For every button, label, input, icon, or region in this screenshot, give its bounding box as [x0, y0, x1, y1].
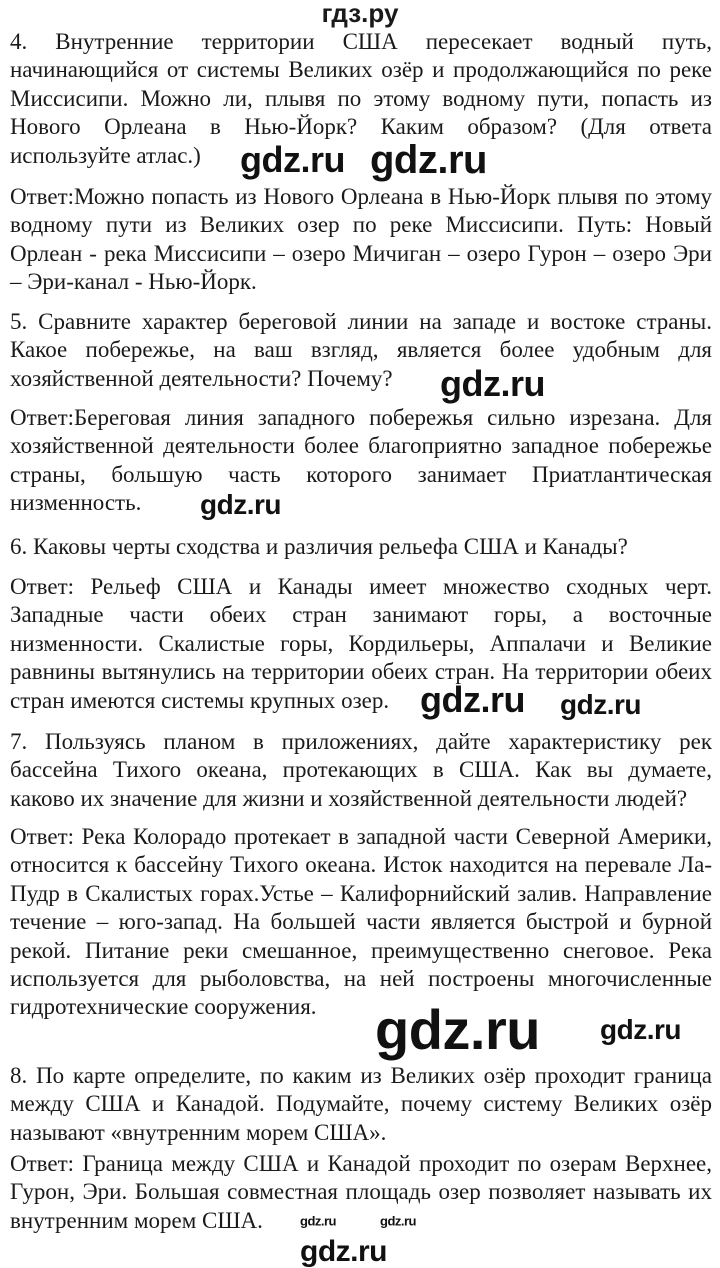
watermark: gdz.ru: [200, 489, 281, 520]
text-line: равнины вытянулись на территории обеих стран. На территории обеих: [10, 659, 712, 685]
text-line: между США и Канадой. Подумайте, почему систему Великих озёр: [10, 1091, 712, 1117]
watermark: gdz.ru: [440, 363, 545, 404]
question-text-line: [10, 56, 712, 84]
answer-text-line: [10, 268, 712, 296]
text-line: 8. По карте определите, по каким из Великих озёр проходит граница: [10, 1063, 712, 1088]
text-line: хозяйственной деятельности более благоприятно западное побережье: [10, 433, 712, 459]
answer-text-line: [10, 211, 712, 239]
site-title: гдз.ру: [321, 0, 399, 28]
answer-text-line: [10, 965, 712, 993]
text-line: низменность.: [10, 490, 142, 516]
text-line: Западные части обеих стран занимают горы, а восточные: [10, 602, 712, 628]
answer-text-line: [10, 1150, 712, 1178]
question-text-line: [10, 1119, 712, 1147]
text-line: 7. Пользуясь планом в приложениях, дайте характеристику рек: [10, 729, 712, 754]
question-text-line: [10, 85, 712, 113]
answer-text-line: [10, 880, 712, 908]
watermark: gdz.ru: [370, 138, 487, 182]
text-line: Миссисипи. Можно ли, плывя по этому водному пути, попасть из: [10, 85, 712, 111]
watermark: gdz.ru: [300, 1213, 336, 1229]
text-line: низменности. Скалистые горы, Кордильеры, Аппалачи и Великие: [10, 630, 712, 656]
question-text-line: [10, 785, 712, 813]
text-line: рекой. Питание реки смешанное, преимущественно снеговое. Река: [10, 937, 712, 963]
question-text-line: [10, 756, 712, 784]
answer-text-line: [10, 432, 712, 460]
question-text-line: [10, 142, 712, 170]
text-line: начинающийся от системы Великих озёр и продолжающийся по реке: [10, 57, 712, 83]
answer-text-line: [10, 851, 712, 879]
answer-text-line: [10, 183, 712, 211]
text-line: бассейна Тихого океана, протекающих в США. Как вы думаете,: [10, 757, 712, 783]
text-line: называют «внутренним морем США».: [10, 1119, 387, 1145]
answer-text-line: [10, 908, 712, 936]
text-line: используйте атлас.): [10, 142, 201, 168]
question-text-line: [10, 308, 712, 336]
watermark: gdz.ru: [600, 1014, 681, 1045]
text-line: внутренним морем США.: [10, 1207, 263, 1233]
text-line: Гурон, Эри. Большая совместная площадь озер позволяет называть их: [10, 1179, 712, 1205]
question-text-line: [10, 113, 712, 141]
answer-text-line: [10, 573, 712, 601]
watermark: gdz.ru: [375, 998, 540, 1061]
text-line: стран имеются системы крупных озер.: [10, 687, 390, 713]
text-line: Пудр в Скалистых горах.Устье – Калифорнийский залив. Направление: [10, 880, 712, 906]
text-line: страны, большую часть которого занимает Приатлантическая: [10, 461, 712, 487]
question-text-line: [10, 336, 712, 364]
text-line: гидротехнические сооружения.: [10, 994, 317, 1020]
answer-text-line: [10, 240, 712, 268]
answer-text-line: [10, 601, 712, 629]
answer-text-line: [10, 461, 712, 489]
watermark: gdz.ru: [420, 679, 525, 720]
text-line: Нового Орлеана в Нью-Йорк? Каким образом? (Для ответа: [10, 114, 712, 140]
question-text-line: [10, 28, 712, 56]
question-text-line: [10, 533, 712, 561]
watermark: gdz.ru: [240, 139, 345, 180]
question-text-line: [10, 365, 712, 393]
watermark: gdz.ru: [300, 1235, 387, 1268]
text-line: 6. Каковы черты сходства и различия рельефа США и Канады?: [10, 534, 628, 559]
answer-text-line: [10, 823, 712, 851]
answer-text-line: [10, 1178, 712, 1206]
answer-text-line: [10, 937, 712, 965]
answer-text-line: [10, 1207, 712, 1235]
watermark: gdz.ru: [560, 689, 641, 720]
answer-text-line: [10, 404, 712, 432]
question-text-line: [10, 1090, 712, 1118]
text-line: – Эри-канал - Нью-Йорк.: [10, 269, 257, 295]
text-line: 5. Сравните характер береговой линии на западе и востоке страны.: [10, 309, 712, 334]
answer-text-line: [10, 489, 712, 520]
text-line: хозяйственной деятельности? Почему?: [10, 365, 393, 391]
text-line: каково их значение для жизни и хозяйственной деятельности людей?: [10, 785, 688, 811]
answer-text-line: [10, 658, 712, 686]
question-text-line: [10, 728, 712, 756]
text-line: Какое побережье, на ваш взгляд, является более удобным для: [10, 337, 712, 363]
text-line: течение – юго-запад. На большей части является быстрой и бурной: [10, 909, 712, 935]
text-line: Орлеан - река Миссисипи – озеро Мичиган – озеро Гурон – озеро Эри: [10, 240, 712, 266]
text-line: Ответ: Граница между США и Канадой проходит по озерам Верхнее,: [10, 1151, 712, 1176]
text-line: Ответ: Рельеф США и Канады имеет множество сходных черт.: [10, 574, 712, 599]
text-line: используется для рыболовства, на ней построены многочисленные: [10, 966, 712, 991]
watermark: gdz.ru: [380, 1213, 416, 1229]
text-line: Ответ: Река Колорадо протекает в западной части Северной Америки,: [10, 824, 712, 849]
text-line: относится к бассейну Тихого океана. Исток находится на перевале Ла-: [10, 852, 712, 878]
text-line: водному пути из Великих озер по реке Миссисипи. Путь: Новый: [10, 212, 712, 238]
question-text-line: [10, 1062, 712, 1090]
text-line: Ответ:Можно попасть из Нового Орлеана в Нью-Йорк плывя по этому: [10, 184, 712, 209]
text-line: 4. Внутренние территории США пересекает водный путь,: [10, 29, 712, 54]
answer-text-line: [10, 630, 712, 658]
text-line: Ответ:Береговая линия западного побережья сильно изрезана. Для: [10, 405, 712, 430]
